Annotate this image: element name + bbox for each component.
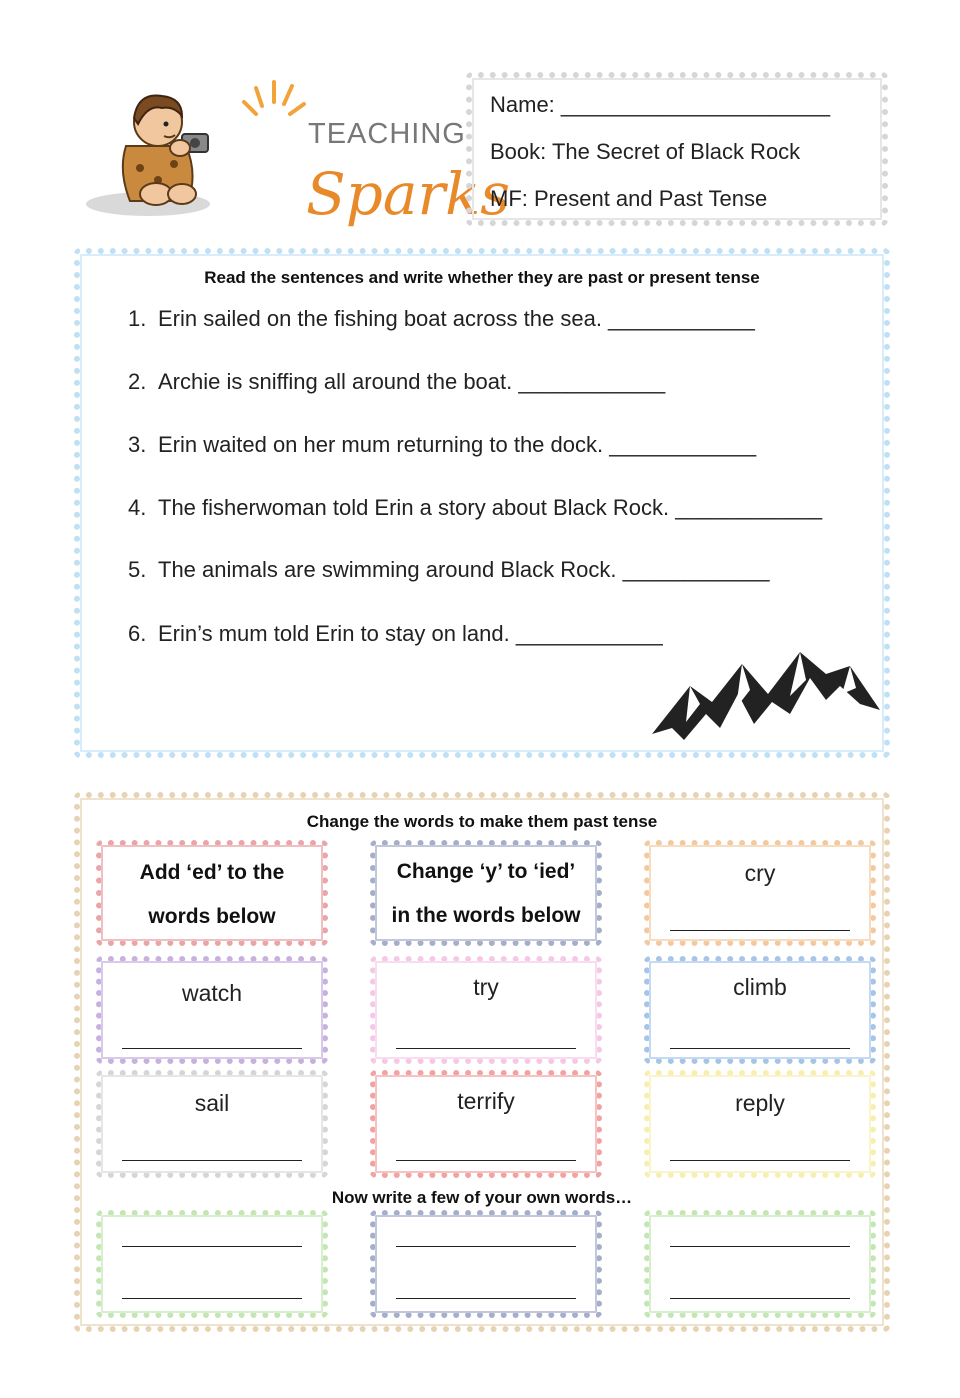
answer-line[interactable] [396, 1298, 576, 1299]
own-words-title: Now write a few of your own words… [331, 1188, 633, 1207]
rule-ed-line2: words below [148, 905, 276, 928]
sentence-text: Erin waited on her mum returning to the dock. ____________ [158, 432, 757, 457]
sentence-text: Archie is sniffing all around the boat. ____________ [158, 369, 666, 394]
sentence-number: 5. [128, 557, 147, 582]
word-card-cry[interactable] [644, 840, 876, 946]
logo-text-teaching: TEACHING [308, 118, 466, 150]
name-blank: ______________________ [560, 92, 831, 117]
word-reply: reply [735, 1090, 785, 1116]
mf-topic: MF: Present and Past Tense [490, 186, 768, 211]
logo-text-sparks: Sparks [306, 160, 511, 228]
sentence-1[interactable] [128, 306, 755, 332]
answer-line[interactable] [122, 1048, 302, 1049]
sentence-text: Erin sailed on the fishing boat across the sea. ____________ [158, 306, 755, 331]
teaching-sparks-logo [78, 76, 511, 228]
word-card-try[interactable] [370, 956, 602, 1064]
word-card-reply[interactable] [644, 1070, 876, 1178]
sentence-2[interactable] [128, 369, 665, 395]
answer-line[interactable] [122, 1246, 302, 1247]
sentence-6[interactable] [128, 621, 663, 647]
answer-line[interactable] [670, 930, 850, 931]
answer-line[interactable] [670, 1298, 850, 1299]
word-watch: watch [181, 980, 243, 1006]
rule-ed-line1: Add ‘ed’ to the [139, 861, 285, 884]
sentence-number: 6. [128, 621, 147, 646]
rule-ied-line1: Change ‘y’ to ‘ied’ [396, 860, 576, 883]
change-words-section [74, 792, 890, 1332]
sentence-4[interactable] [128, 495, 822, 521]
word-card-climb[interactable] [644, 956, 876, 1064]
word-card-sail[interactable] [96, 1070, 328, 1178]
rule-ied-line2: in the words below [391, 904, 581, 927]
answer-line[interactable] [670, 1246, 850, 1247]
answer-line[interactable] [396, 1246, 576, 1247]
sentence-number: 1. [128, 306, 147, 331]
student-info-box [466, 72, 888, 226]
answer-line[interactable] [122, 1298, 302, 1299]
answer-line[interactable] [122, 1160, 302, 1161]
sentence-number: 3. [128, 432, 147, 457]
word-terrify: terrify [457, 1088, 515, 1114]
sentence-3[interactable] [128, 432, 756, 458]
answer-line[interactable] [396, 1048, 576, 1049]
answer-line[interactable] [670, 1160, 850, 1161]
rule-card-add-ed [96, 840, 328, 946]
caveman-mascot-icon [78, 76, 308, 226]
book-title: Book: The Secret of Black Rock [490, 139, 801, 164]
word-card-watch[interactable] [96, 956, 328, 1064]
answer-line[interactable] [670, 1048, 850, 1049]
word-card-terrify[interactable] [370, 1070, 602, 1178]
mountains-icon [650, 644, 882, 748]
sentence-text: The animals are swimming around Black Rock. ____________ [158, 557, 770, 582]
answer-line[interactable] [396, 1160, 576, 1161]
section1-title: Read the sentences and write whether they are past or present tense [204, 268, 760, 287]
name-field[interactable] [490, 92, 830, 118]
sentence-5[interactable] [128, 557, 769, 583]
word-try: try [473, 974, 499, 1000]
past-present-section [74, 248, 890, 758]
rule-card-change-y-ied [370, 840, 602, 946]
name-label: Name: [490, 92, 561, 117]
own-word-card-1[interactable] [96, 1210, 328, 1318]
sentence-text: Erin’s mum told Erin to stay on land. ____________ [158, 621, 663, 646]
own-word-card-2[interactable] [370, 1210, 602, 1318]
sentence-number: 2. [128, 369, 147, 394]
sentence-number: 4. [128, 495, 147, 520]
word-cry: cry [744, 860, 776, 886]
own-word-card-3[interactable] [644, 1210, 876, 1318]
word-climb: climb [733, 974, 787, 1000]
sentence-text: The fisherwoman told Erin a story about Black Rock. ____________ [158, 495, 823, 520]
section2-title: Change the words to make them past tense [306, 812, 658, 831]
word-sail: sail [194, 1090, 230, 1116]
